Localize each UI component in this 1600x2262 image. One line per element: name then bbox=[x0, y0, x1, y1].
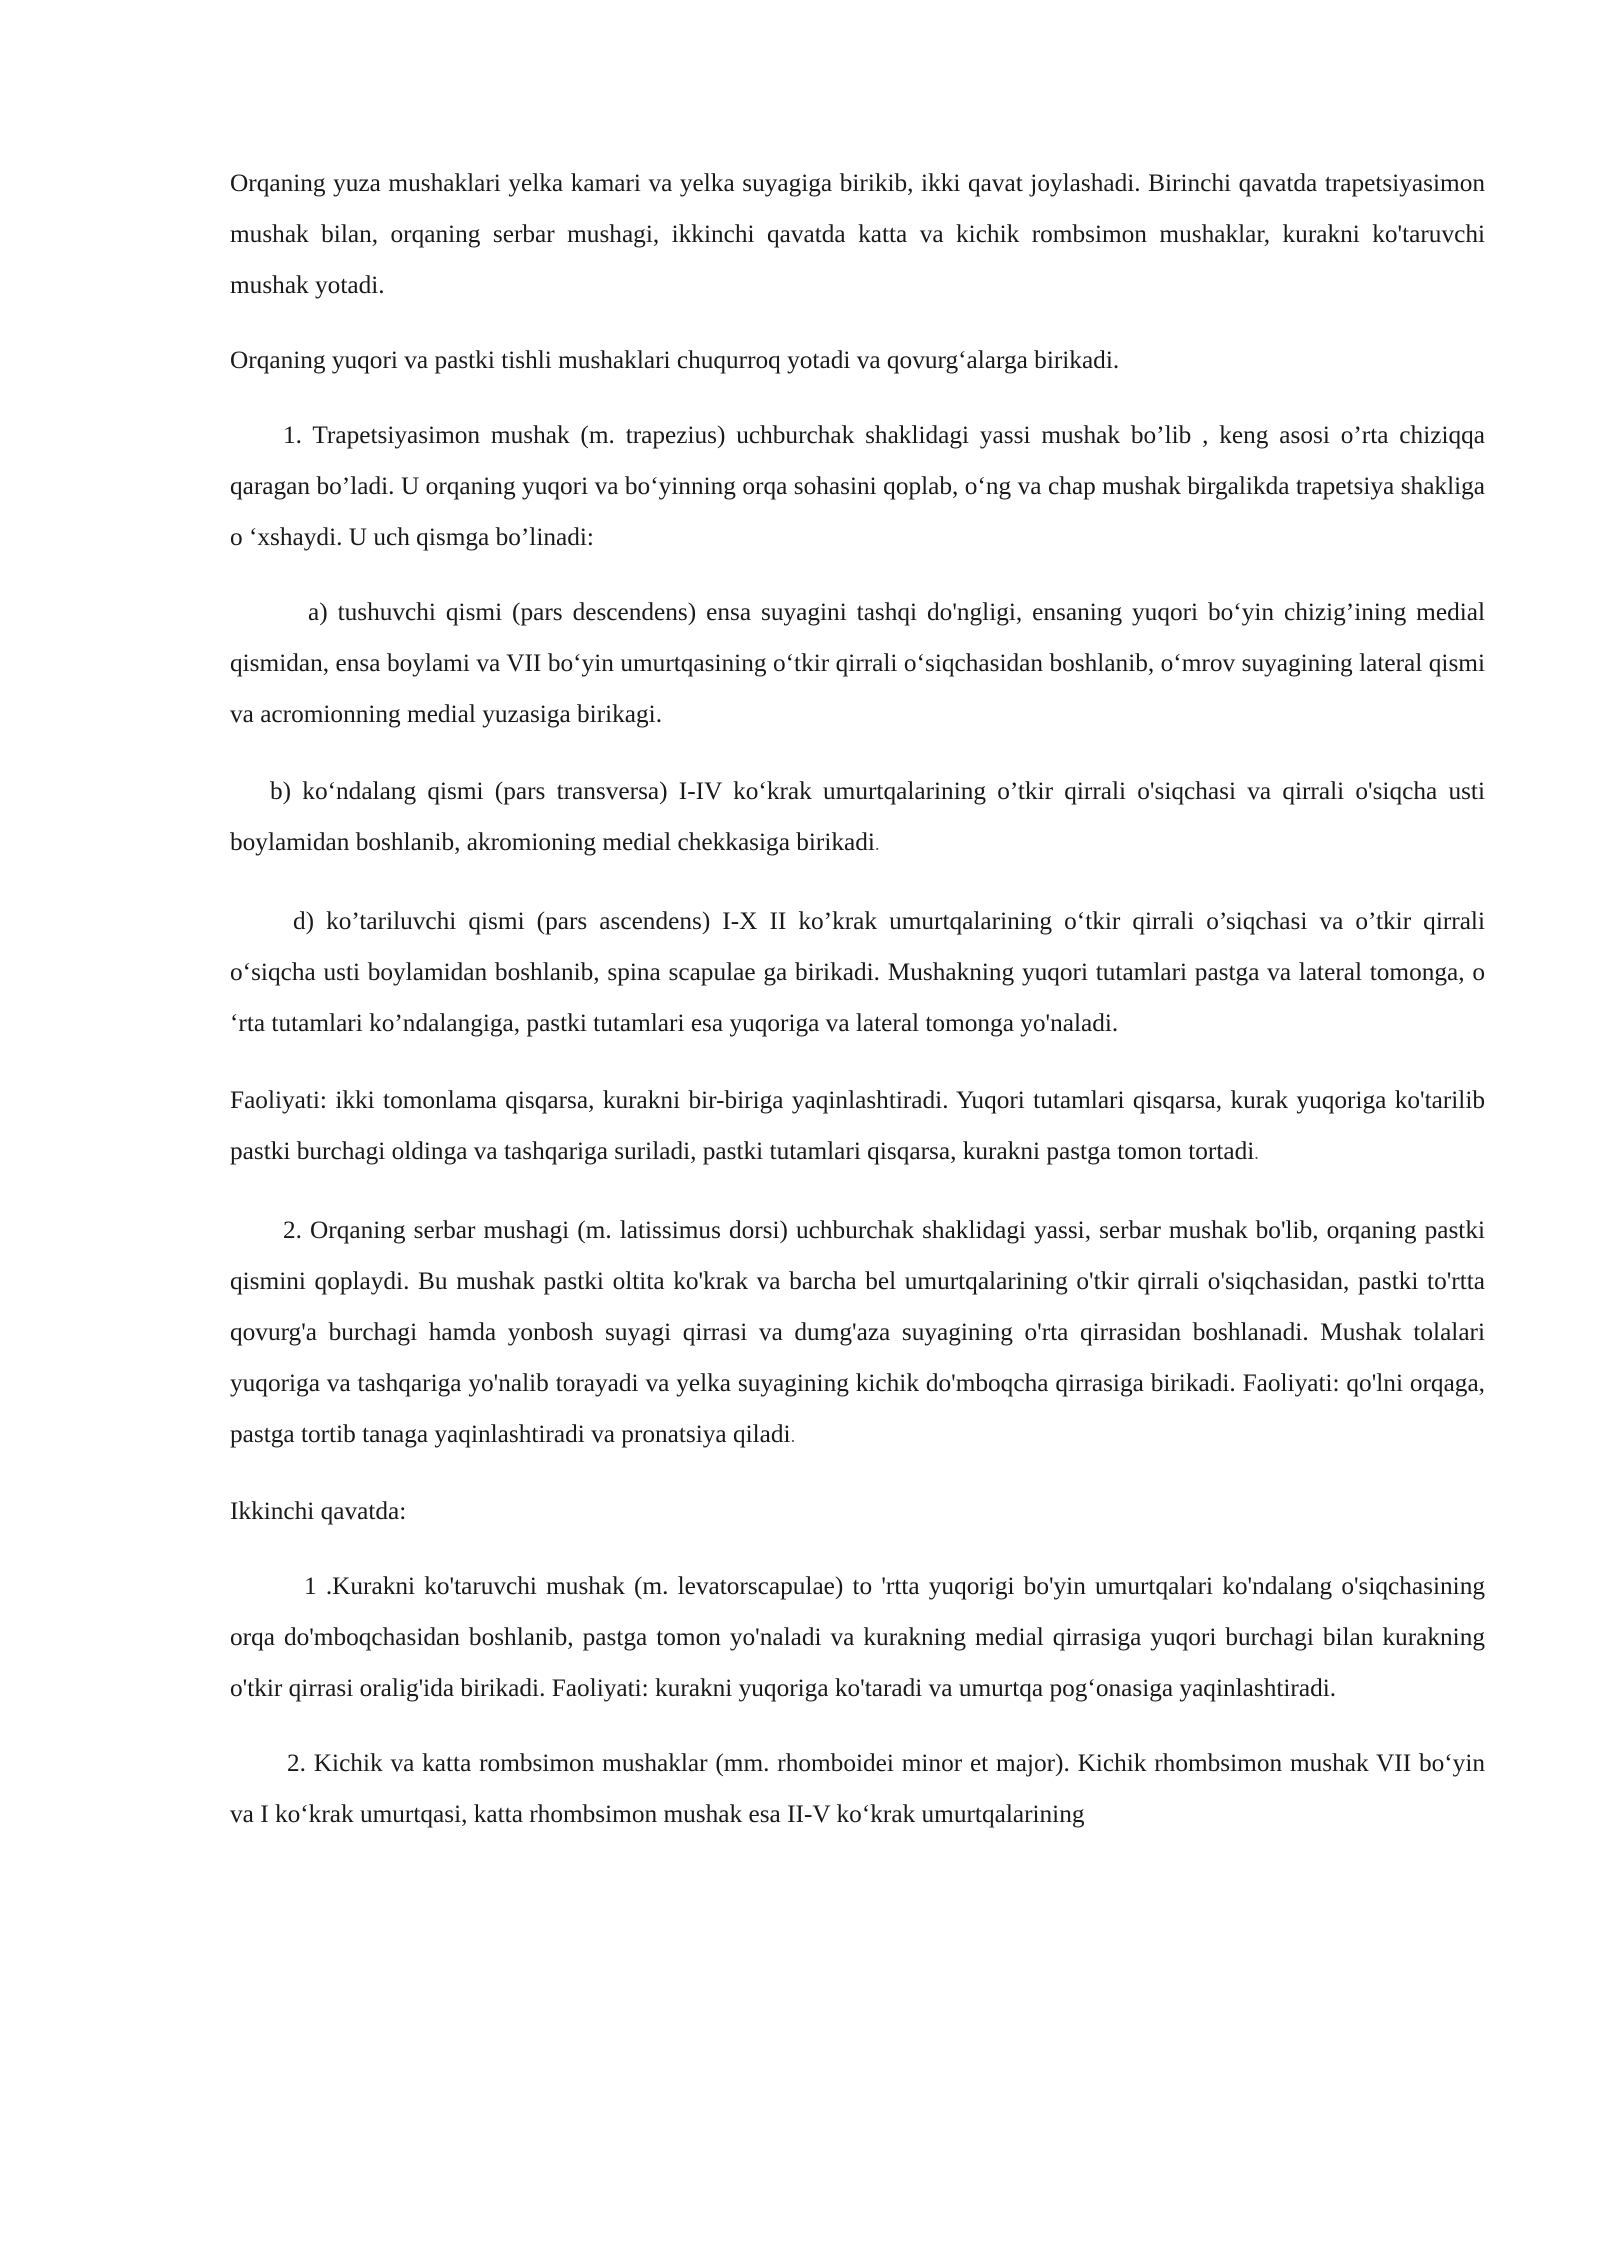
document-body bbox=[230, 158, 1485, 1840]
paragraph-pars-ascendens: d) ko’tariluvchi qismi (pars ascendens) I-X II ko’krak umurtqalarining o‘tkir qirrali o’siqchasi va o’tkir qirrali o‘siqcha usti boylamidan boshlanib, spina scapulae ga birikadi. Mushakning yuqori tutamlari pastga va lateral tomonga, o ‘rta tutamlari ko’ndalangiga, pastki tutamlari esa yuqoriga va lateral tomonga yo'naladi. bbox=[230, 907, 1485, 1037]
paragraph-pars-transversa bbox=[230, 766, 1485, 870]
trailing-dot: . bbox=[874, 834, 880, 854]
latissimus-dorsi-text: 2. Orqaning serbar mushagi (m. latissimus dorsi) uchburchak shaklidagi yassi, serbar mushak bo'lib, orqaning pastki qismini qoplaydi. Bu mushak pastki oltita ko'krak va barcha bel umurtqalarining o'tkir qirrali o'siqchasidan, pastki to'rtta qovurg'a burchagi hamda yonbosh suyagi qirrasi va dumg'aza suyagining o'rta qirrasidan boshlanadi. Mushak tolalari yuqoriga va tashqariga yo'nalib torayadi va yelka suyagining kichik do'mboqcha qirrasiga birikadi. Faoliyati: qo'lni orqaga, pastga tortib tanaga yaqinlashtiradi va pronatsiya qiladi bbox=[230, 1216, 1485, 1448]
paragraph-latissimus-dorsi bbox=[230, 1205, 1485, 1462]
paragraph-function-trapezius bbox=[230, 1075, 1485, 1179]
trailing-dot: . bbox=[1254, 1143, 1259, 1163]
paragraph-levator-scapulae: 1 .Kurakni ko'taruvchi mushak (m. levatorscapulae) to 'rtta yuqorigi bo'yin umurtqalari ko'ndalang o'siqchasining orqa do'mboqchasidan boshlanib, pastga tomon yo'naladi va kurakning medial qirrasiga yuqori burchagi bilan kurakning o'tkir qirrasi oralig'ida birikadi. Faoliyati: kurakni yuqoriga ko'taradi va umurtqa pog‘onasiga yaqinlashtiradi. bbox=[230, 1572, 1485, 1702]
trailing-dot: . bbox=[790, 1426, 796, 1446]
function-trapezius-text: Faoliyati: ikki tomonlama qisqarsa, kurakni bir-biriga yaqinlashtiradi. Yuqori tutamlari qisqarsa, kurak yuqoriga ko'tarilib pastki burchagi oldinga va tashqariga suriladi, pastki tutamlari qisqarsa, kurakni pastga tomon tortadi bbox=[230, 1086, 1485, 1165]
paragraph-trapezius: 1. Trapetsiyasimon mushak (m. trapezius) uchburchak shaklidagi yassi mushak bo’lib , keng asosi o’rta chiziqqa qaragan bo’ladi. U orqaning yuqori va bo‘yinning orqa sohasini qoplab, o‘ng va chap mushak birgalikda trapetsiya shakliga o ‘xshaydi. U uch qismga bo’linadi: bbox=[230, 421, 1485, 551]
paragraph-deep-muscles: Orqaning yuqori va pastki tishli mushaklari chuqurroq yotadi va qovurg‘alarga birikadi. bbox=[230, 346, 1120, 374]
paragraph-intro: Orqaning yuza mushaklari yelka kamari va yelka suyagiga birikib, ikki qavat joylashadi. Birinchi qavatda trapetsiyasimon mushak bilan, orqaning serbar mushagi, ikkinchi qavatda katta va kichik rombsimon mushaklar, kurakni ko'taruvchi mushak yotadi. bbox=[230, 169, 1485, 299]
paragraph-rhomboid: 2. Kichik va katta rombsimon mushaklar (mm. rhomboidei minor et major). Kichik rhombsimon mushak VII bo‘yin va I ko‘krak umurtqasi, katta rhombsimon mushak esa II-V ko‘krak umurtqalarining bbox=[230, 1749, 1485, 1828]
pars-transversa-text: b) ko‘ndalang qismi (pars transversa) I-IV ko‘krak umurtqalarining o’tkir qirrali o'siqchasi va qirrali o'siqcha usti boylamidan boshlanib, akromioning medial chekkasiga birikadi bbox=[230, 777, 1485, 856]
paragraph-second-layer-heading: Ikkinchi qavatda: bbox=[230, 1497, 407, 1525]
paragraph-pars-descendens: a) tushuvchi qismi (pars descendens) ensa suyagini tashqi do'ngligi, ensaning yuqori bo‘yin chizig’ining medial qismidan, ensa boylami va VII bo‘yin umurtqasining o‘tkir qirrali o‘siqchasidan boshlanib, o‘mrov suyagining lateral qismi va acromionning medial yuzasiga birikagi. bbox=[230, 598, 1485, 728]
